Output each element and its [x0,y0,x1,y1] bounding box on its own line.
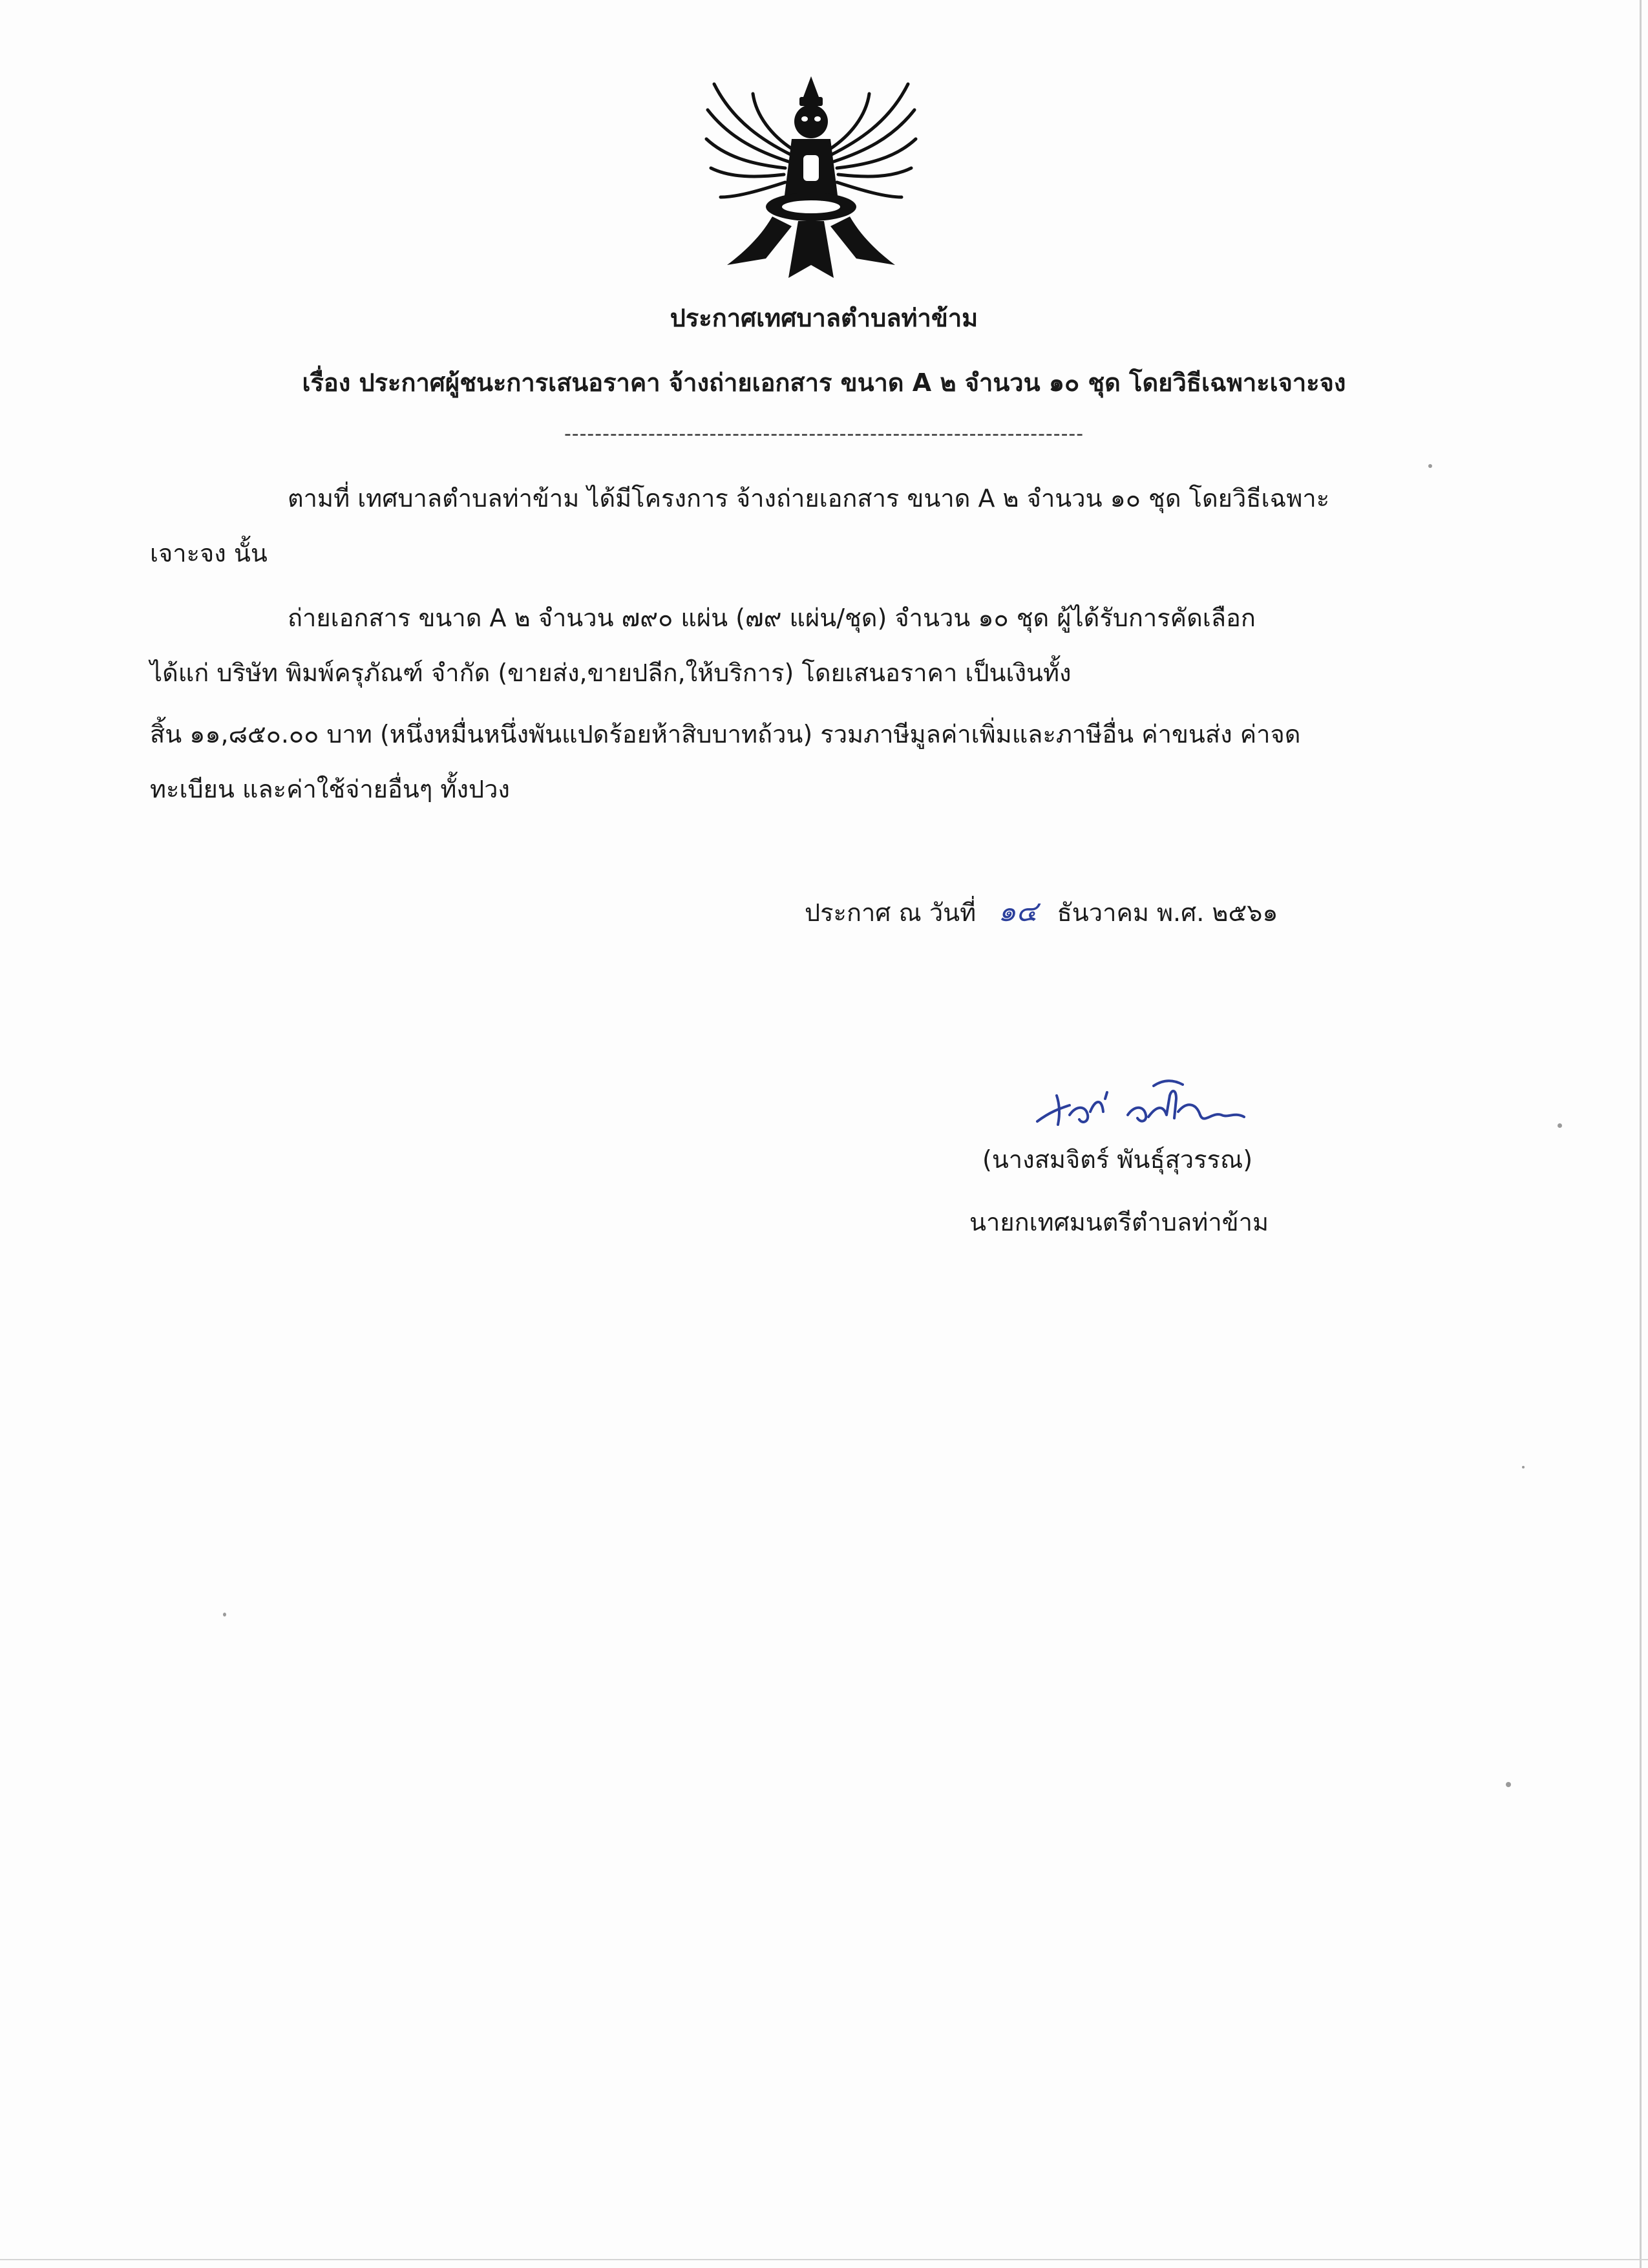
announcement-title: ประกาศเทศบาลตำบลท่าข้าม [670,304,978,332]
announcement-date [805,896,1278,928]
scan-edge [0,2259,1648,2260]
signatory-name: (นางสมจิตร์ พันธุ์สุวรรณ) [982,1145,1253,1174]
date-month-year: ธันวาคม พ.ศ. ๒๕๖๑ [1057,898,1278,927]
scan-speck [1522,1466,1525,1468]
paragraph-2-line-2: ได้แก่ บริษัท พิมพ์ครุภัณฑ์ จำกัด (ขายส่ง,ขายปลีก,ให้บริการ) โดยเสนอราคา เป็นเงินทั้ง [150,659,1072,687]
paragraph-1-line-2: เจาะจง นั้น [150,539,268,567]
paragraph-2-line-3: สิ้น ๑๑,๘๕๐.๐๐ บาท (หนึ่งหมื่นหนึ่งพันแปดร้อยห้าสิบบาทถ้วน) รวมภาษีมูลค่าเพิ่มและภาษีอื่น ค่าขนส่ง ค่าจด [150,720,1301,748]
garuda-emblem-icon [695,71,927,284]
signatory-position: นายกเทศมนตรีตำบลท่าข้าม [969,1208,1269,1236]
date-prefix: ประกาศ ณ วันที่ [805,898,977,927]
paragraph-2-line-4: ทะเบียน และค่าใช้จ่ายอื่นๆ ทั้งปวง [150,775,510,803]
scan-speck [1506,1782,1511,1787]
paragraph-1-line-1: ตามที่ เทศบาลตำบลท่าข้าม ได้มีโครงการ จ้างถ่ายเอกสาร ขนาด A ๒ จำนวน ๑๐ ชุด โดยวิธีเฉพาะ [288,484,1330,513]
announcement-subject: เรื่อง ประกาศผู้ชนะการเสนอราคา จ้างถ่ายเอกสาร ขนาด A ๒ จำนวน ๑๐ ชุด โดยวิธีเฉพาะเจาะจง [302,368,1346,397]
scan-speck [1558,1123,1562,1128]
header-divider: -------------------------------------------------------------------- [564,423,1084,445]
scan-edge [1640,0,1642,2268]
date-day-handwritten: ๑๔ [998,895,1038,928]
handwritten-signature-icon [1031,1060,1251,1138]
paragraph-2-line-1: ถ่ายเอกสาร ขนาด A ๒ จำนวน ๗๙๐ แผ่น (๗๙ แผ่น/ชุด) จำนวน ๑๐ ชุด ผู้ได้รับการคัดเลือก [288,604,1256,632]
scan-speck [223,1613,226,1616]
scan-speck [1428,464,1432,468]
